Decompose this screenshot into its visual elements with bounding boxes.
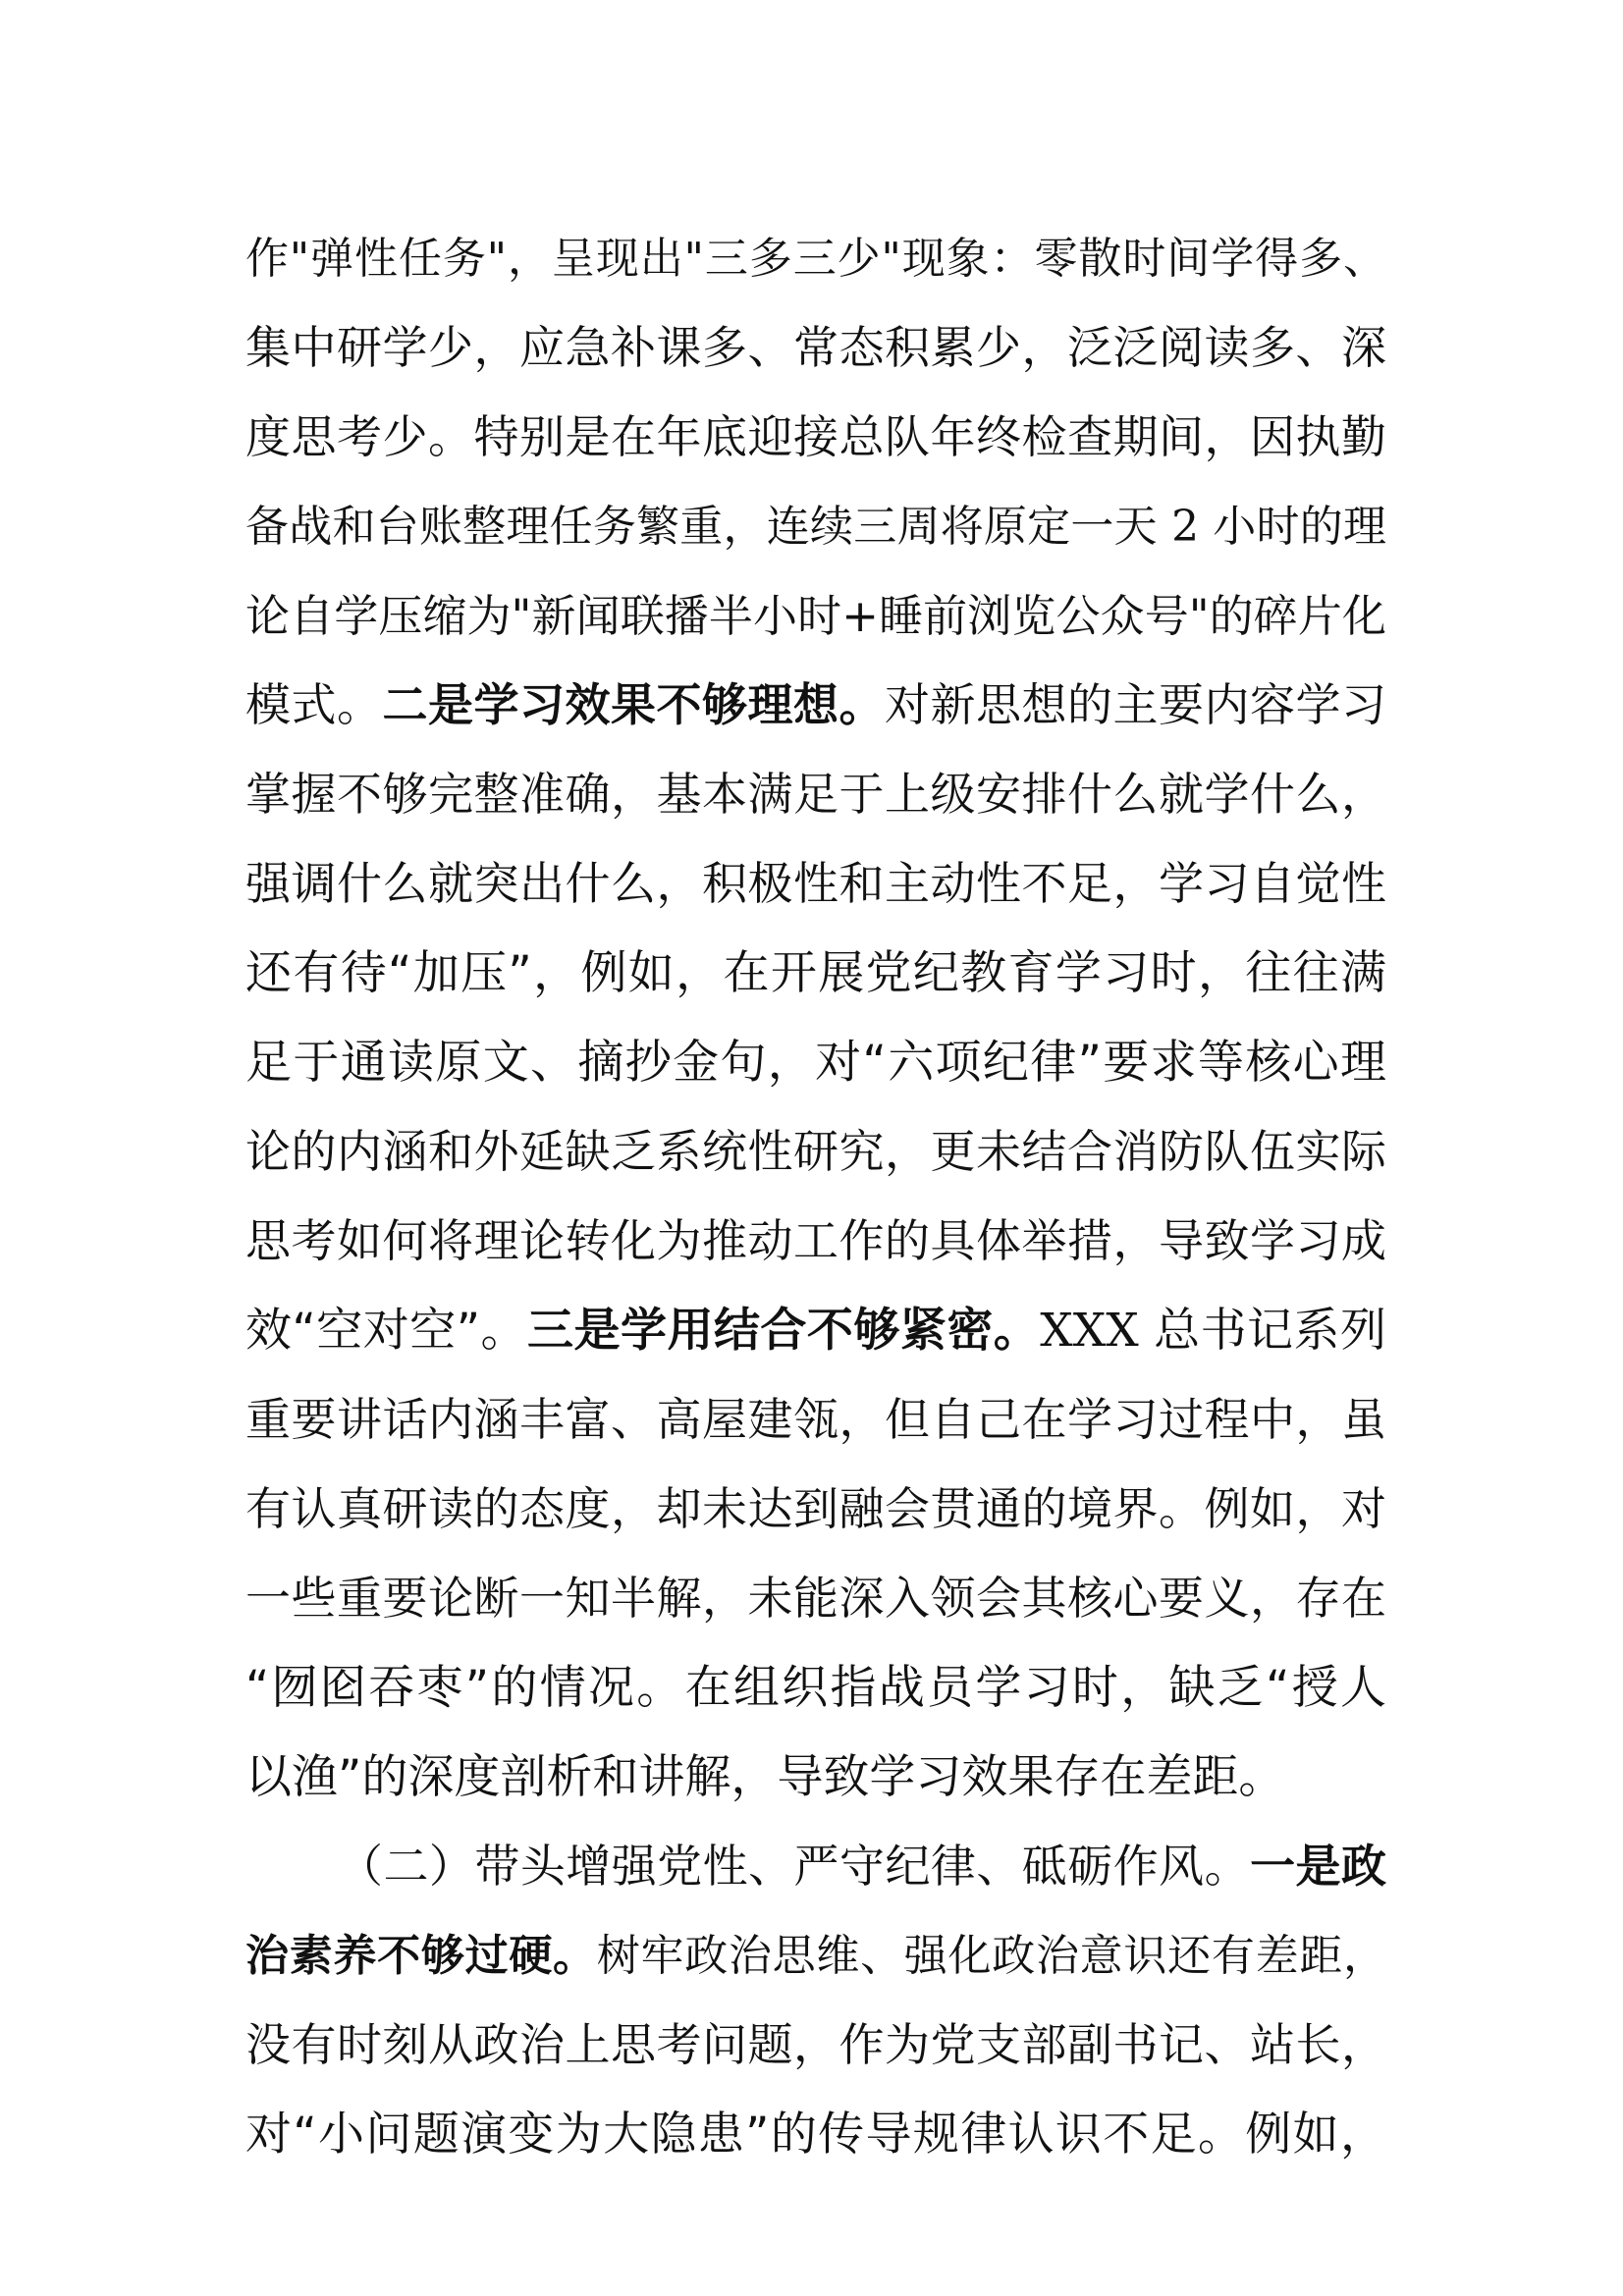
bold-heading-run: 一是政 (1250, 1840, 1387, 1893)
text-run: 总书记系列 (1154, 1304, 1387, 1358)
placeholder-run: XXX (1040, 1304, 1139, 1358)
text-line: 度思考少。特别是在年底迎接总队年终检查期间，因执勤 (245, 410, 1386, 463)
text-run: 模式。 (245, 678, 383, 731)
text-line: 对“小问题演变为大隐患”的传导规律认识不足。例如， (245, 2108, 1386, 2162)
text-line (245, 1286, 1386, 1375)
text-run: 对新思想的主要内容学习 (885, 678, 1386, 731)
text-line: 掌握不够完整准确，基本满足于上级安排什么就学什么， (245, 768, 1386, 821)
text-line: 还有待“加压”，例如，在开展党纪教育学习时，往往满 (245, 946, 1386, 1000)
bold-heading-run: 三是学用结合不够紧密。 (527, 1304, 1041, 1358)
text-line (245, 661, 1386, 750)
text-line: 强调什么就突出什么，积极性和主动性不足，学习自觉性 (245, 857, 1386, 910)
text-line: 没有时刻从政治上思考问题，作为党支部副书记、站长， (245, 2018, 1386, 2071)
text-line (245, 482, 1386, 571)
text-run: 效“空对空”。 (245, 1304, 528, 1358)
text-line: 论的内涵和外延缺乏系统性研究，更未结合消防队伍实际 (245, 1125, 1386, 1178)
section-heading-run: （二）带头增强党性、严守纪律、砥砺作风。 (338, 1840, 1251, 1893)
text-line: 论自学压缩为"新闻联播半小时+睡前浏览公众号"的碎片化 (245, 590, 1386, 642)
text-run: 小时的理 (1213, 502, 1386, 552)
text-run: 备战和台账整理任务繁重，连续三周将原定一天 (245, 502, 1158, 552)
text-line: 重要讲话内涵丰富、高屋建瓴，但自己在学习过程中，虽 (245, 1393, 1386, 1446)
text-run: 树牢政治思维、强化政治意识还有差距， (596, 1931, 1387, 1981)
text-line: 作"弹性任务"，呈现出"三多三少"现象：零散时间学得多、 (245, 234, 1386, 284)
text-line (245, 1822, 1386, 1911)
bold-heading-run: 治素养不够过硬。 (245, 1931, 597, 1981)
text-line: 集中研学少，应急补课多、常态积累少，泛泛阅读多、深 (245, 321, 1386, 374)
body-text (245, 214, 1386, 2179)
text-line: 思考如何将理论转化为推动工作的具体举措，导致学习成 (245, 1214, 1386, 1267)
text-line: 一些重要论断一知半解，未能深入领会其核心要义，存在 (245, 1572, 1386, 1625)
text-line: 有认真研读的态度，却未达到融会贯通的境界。例如，对 (245, 1482, 1386, 1535)
text-line: 以渔”的深度剖析和讲解，导致学习效果存在差距。 (245, 1750, 1285, 1804)
text-line: “囫囵吞枣”的情况。在组织指战员学习时，缺乏“授人 (245, 1661, 1386, 1715)
number-run: 2 (1171, 502, 1200, 552)
text-line: 足于通读原文、摘抄金句，对“六项纪律”要求等核心理 (245, 1036, 1386, 1090)
text-line (245, 1911, 1386, 2001)
bold-heading-run: 二是学习效果不够理想。 (382, 678, 885, 731)
